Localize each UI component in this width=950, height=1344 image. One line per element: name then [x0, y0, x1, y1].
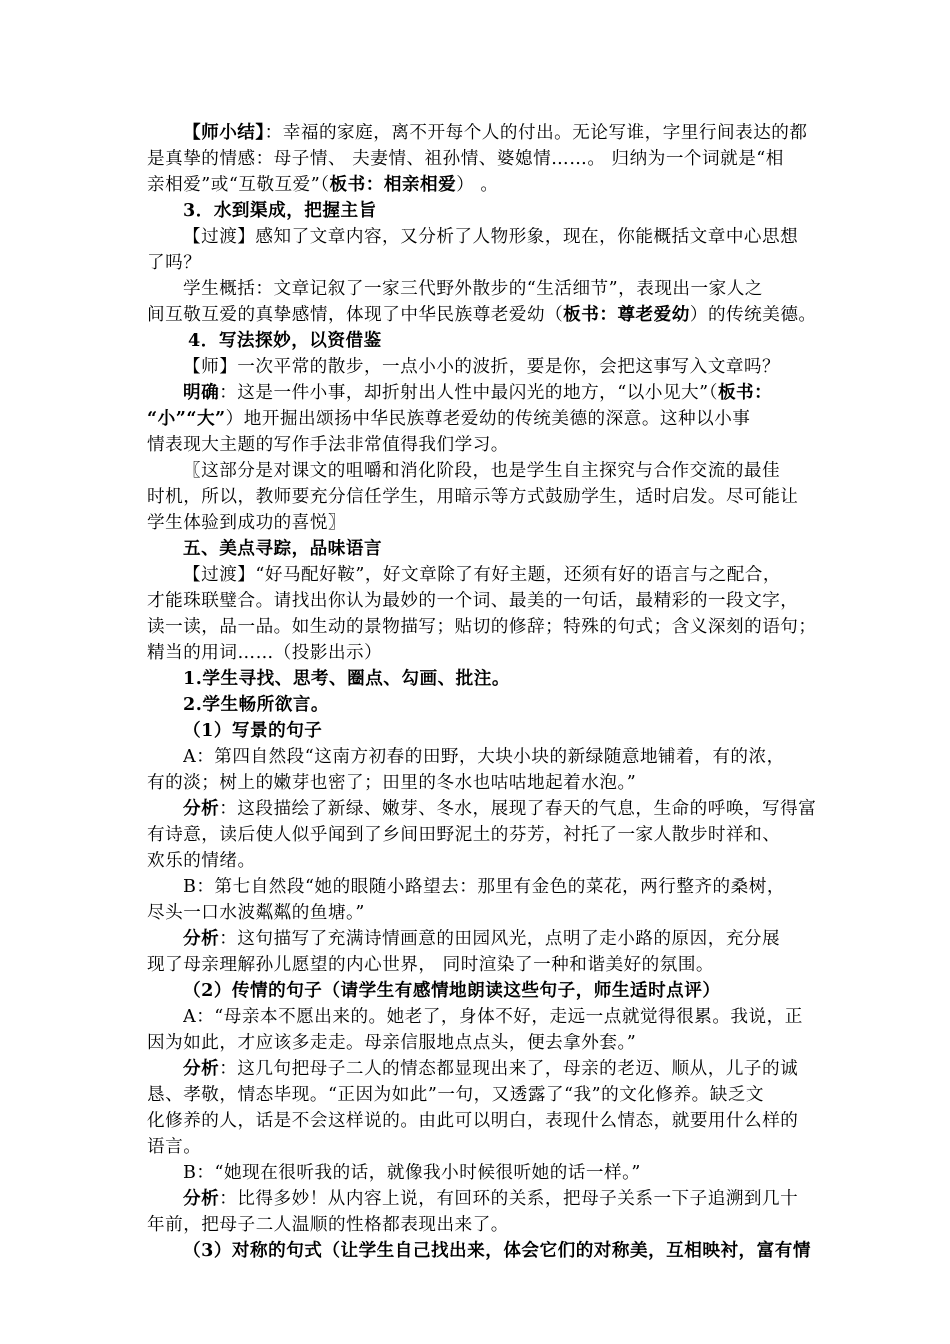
text-line: 语言。: [147, 1137, 202, 1157]
text-line: 间互敬互爱的真挚感情，体现了中华民族尊老爱幼（板书：尊老爱幼）的传统美德。: [147, 304, 817, 325]
text-line: 年前，把母子二人温顺的性格都表现出来了。: [147, 1215, 509, 1235]
subsection-heading: （2）传情的句子（请学生有感情地朗读这些句子，师生适时点评）: [183, 980, 721, 1001]
text-line: 是真挚的情感：母子情、 夫妻情、祖孙情、婆媳情……。 归纳为一个词就是“相: [147, 149, 784, 169]
section-heading: 3．水到渠成，把握主旨: [183, 200, 377, 221]
text-line: 有诗意，读后使人似乎闻到了乡间田野泥土的芬芳，衬托了一家人散步时祥和、: [147, 825, 781, 845]
text-line: 分析：这段描绘了新绿、嫩芽、冬水，展现了春天的气息，生命的呼唤，写得富: [183, 798, 817, 819]
subsection-heading: （1）写景的句子: [183, 720, 323, 741]
text-line: 读一读，品一品。如生动的景物描写；贴切的修辞；特殊的句式；含义深刻的语句；: [147, 617, 817, 637]
text-line: 分析：这句描写了充满诗情画意的田园风光，点明了走小路的原因，充分展: [183, 928, 781, 949]
section-heading: 4．写法探妙，以资借鉴: [188, 330, 382, 351]
text-line: 才能珠联璧合。请找出你认为最妙的一个词、最美的一句话，最精彩的一段文字，: [147, 591, 799, 611]
text-line: 了吗？: [147, 253, 202, 273]
text-line: 【过渡】感知了文章内容，又分析了人物形象，现在，你能概括文章中心思想: [183, 227, 799, 247]
text-line: 【师小结】：幸福的家庭，离不开每个人的付出。无论写谁，字里行间表达的都: [183, 122, 808, 143]
text-line: 学生体验到成功的喜悦〗: [147, 513, 347, 533]
text-line: 分析：比得多妙！从内容上说，有回环的关系，把母子关系一下子追溯到几十: [183, 1188, 799, 1209]
text-line: A：第四自然段“这南方初春的田野，大块小块的新绿随意地铺着，有的浓，: [183, 747, 785, 767]
text-line: 明确：这是一件小事，却折射出人性中最闪光的地方，“以小见大”（板书：: [183, 382, 773, 403]
text-line: 情表现大主题的写作手法非常值得我们学习。: [147, 435, 509, 455]
text-line: 1.学生寻找、思考、圈点、勾画、批注。: [183, 668, 510, 689]
text-line: 分析：这几句把母子二人的情态都显现出来了，母亲的老迈、顺从，儿子的诚: [183, 1058, 799, 1079]
text-line: 尽头一口水波粼粼的鱼塘。”: [147, 903, 365, 923]
text-line: 恳、孝敬，情态毕现。“正因为如此”一句，又透露了“我”的文化修养。缺乏文: [147, 1085, 764, 1105]
text-line: A：“母亲本不愿出来的。她老了，身体不好，走远一点就觉得很累。我说，正: [183, 1007, 803, 1027]
subsection-heading: （3）对称的句式（让学生自己找出来，体会它们的对称美，互相映衬，富有情: [183, 1240, 811, 1261]
text-line: 〖这部分是对课文的咀嚼和消化阶段，也是学生自主探究与合作交流的最佳: [183, 461, 781, 481]
text-line: 现了母亲理解孙儿愿望的内心世界， 同时渲染了一种和谐美好的氛围。: [147, 955, 715, 975]
text-line: 亲相爱”或“互敬互爱”（板书：相亲相爱） 。: [147, 174, 499, 195]
text-line: B：第七自然段“她的眼随小路望去：那里有金色的菜花，两行整齐的桑树，: [183, 877, 785, 897]
text-line: B：“她现在很听我的话，就像我小时候很听她的话一样。”: [183, 1163, 641, 1183]
text-line: 【过渡】“好马配好鞍”，好文章除了有好主题，还须有好的语言与之配合，: [183, 565, 781, 585]
section-heading: 五、美点寻踪，品味语言: [183, 538, 383, 559]
text-line: 欢乐的情绪。: [147, 851, 256, 871]
text-line: 有的淡；树上的嫩芽也密了；田里的冬水也咕咕地起着水泡。”: [147, 773, 637, 793]
text-line: 精当的用词……（投影出示）: [147, 643, 383, 663]
text-line: 因为如此，才应该多走走。母亲信服地点点头，便去拿外套。”: [147, 1033, 637, 1053]
text-line: 2.学生畅所欲言。: [183, 694, 330, 715]
text-line: 【师】一次平常的散步，一点小小的波折，要是你，会把这事写入文章吗？: [183, 357, 781, 377]
text-line: 时机，所以，教师要充分信任学生，用暗示等方式鼓励学生，适时启发。尽可能让: [147, 487, 799, 507]
text-line: 化修养的人，话是不会这样说的。由此可以明白，表现什么情态，就要用什么样的: [147, 1111, 799, 1131]
text-line: 学生概括：文章记叙了一家三代野外散步的“生活细节”，表现出一家人之: [183, 279, 763, 299]
text-line: “小”“大”）地开掘出颂扬中华民族尊老爱幼的传统美德的深意。这种以小事: [147, 408, 751, 429]
